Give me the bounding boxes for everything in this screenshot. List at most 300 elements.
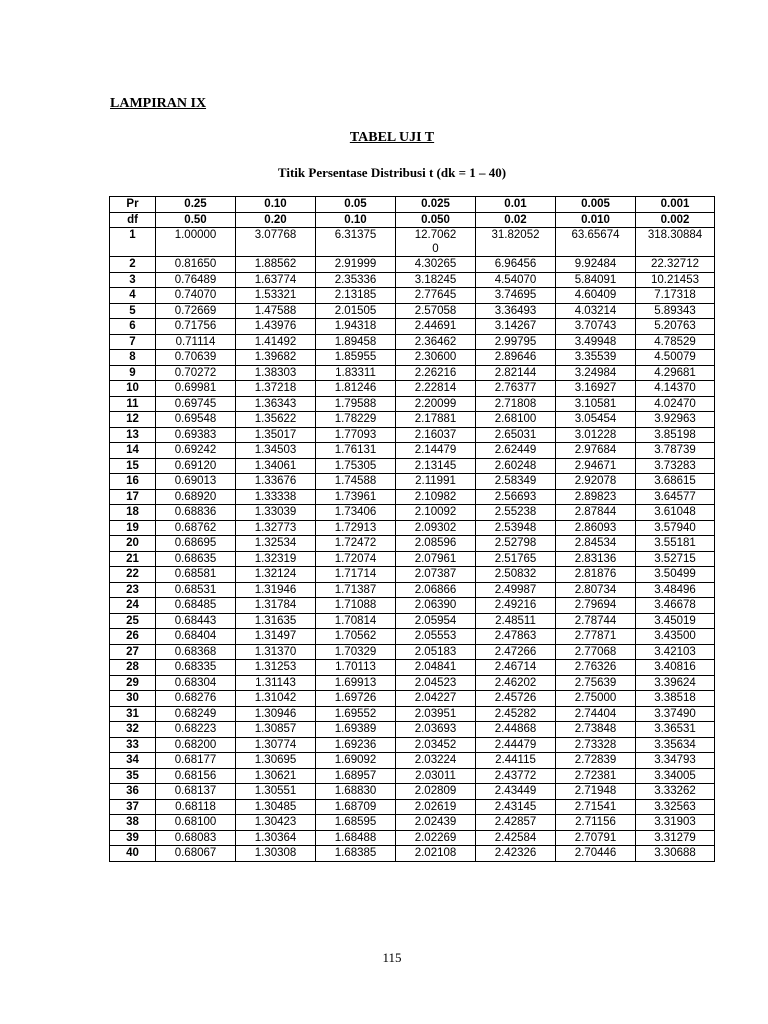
table-row <box>110 427 715 443</box>
value-cell: 3.05454 <box>556 412 636 428</box>
table-row <box>110 228 715 257</box>
table-row <box>110 675 715 691</box>
value-cell: 2.56693 <box>476 489 556 505</box>
value-cell: 3.43500 <box>636 629 715 645</box>
df-cell: 29 <box>110 675 156 691</box>
value-cell: 2.03693 <box>396 722 476 738</box>
value-cell: 3.34793 <box>636 753 715 769</box>
df-cell: 40 <box>110 846 156 862</box>
value-cell: 2.84534 <box>556 536 636 552</box>
header-row-two-tail <box>110 212 715 228</box>
value-cell: 2.80734 <box>556 582 636 598</box>
df-cell: 5 <box>110 303 156 319</box>
value-cell: 2.35336 <box>316 272 396 288</box>
value-cell: 2.77871 <box>556 629 636 645</box>
value-cell: 1.69389 <box>316 722 396 738</box>
value-cell: 2.51765 <box>476 551 556 567</box>
value-cell: 3.48496 <box>636 582 715 598</box>
value-cell: 2.68100 <box>476 412 556 428</box>
value-cell: 2.09302 <box>396 520 476 536</box>
value-cell: 0.68177 <box>156 753 236 769</box>
value-cell: 0.69242 <box>156 443 236 459</box>
value-cell: 0.68404 <box>156 629 236 645</box>
table-row <box>110 551 715 567</box>
table-row <box>110 334 715 350</box>
value-cell: 3.14267 <box>476 319 556 335</box>
value-cell: 1.72074 <box>316 551 396 567</box>
value-cell: 0.68443 <box>156 613 236 629</box>
table-row <box>110 722 715 738</box>
value-cell: 9.92484 <box>556 257 636 273</box>
df-cell: 10 <box>110 381 156 397</box>
value-cell: 1.68709 <box>316 799 396 815</box>
value-cell: 2.73328 <box>556 737 636 753</box>
value-cell: 2.50832 <box>476 567 556 583</box>
header-cell: 0.005 <box>556 197 636 213</box>
value-cell: 2.49216 <box>476 598 556 614</box>
value-cell: 1.71088 <box>316 598 396 614</box>
table-row <box>110 846 715 862</box>
value-cell: 3.38518 <box>636 691 715 707</box>
table-row <box>110 706 715 722</box>
value-cell: 3.68615 <box>636 474 715 490</box>
value-cell: 1.33676 <box>236 474 316 490</box>
value-cell: 1.35622 <box>236 412 316 428</box>
table-row <box>110 272 715 288</box>
value-cell: 0.70639 <box>156 350 236 366</box>
value-cell: 2.04523 <box>396 675 476 691</box>
value-cell: 4.54070 <box>476 272 556 288</box>
table-row <box>110 830 715 846</box>
df-cell: 16 <box>110 474 156 490</box>
value-cell: 2.49987 <box>476 582 556 598</box>
df-cell: 35 <box>110 768 156 784</box>
value-cell: 2.36462 <box>396 334 476 350</box>
value-cell: 3.31903 <box>636 815 715 831</box>
table-row <box>110 381 715 397</box>
value-cell: 0.68223 <box>156 722 236 738</box>
page-number: 115 <box>382 950 402 965</box>
value-cell: 2.99795 <box>476 334 556 350</box>
df-cell: 13 <box>110 427 156 443</box>
value-cell: 318.30884 <box>636 228 715 257</box>
value-cell: 1.31042 <box>236 691 316 707</box>
value-cell: 1.71714 <box>316 567 396 583</box>
value-cell: 2.17881 <box>396 412 476 428</box>
value-cell: 2.06866 <box>396 582 476 598</box>
value-cell: 0.68581 <box>156 567 236 583</box>
value-cell: 4.02470 <box>636 396 715 412</box>
header-row-one-tail <box>110 197 715 213</box>
value-cell: 3.92963 <box>636 412 715 428</box>
value-cell: 3.30688 <box>636 846 715 862</box>
value-cell: 0.71756 <box>156 319 236 335</box>
value-cell: 2.71808 <box>476 396 556 412</box>
df-cell: 23 <box>110 582 156 598</box>
value-cell: 0.68836 <box>156 505 236 521</box>
value-cell: 2.44868 <box>476 722 556 738</box>
value-cell: 2.71948 <box>556 784 636 800</box>
header-cell: 0.01 <box>476 197 556 213</box>
value-cell: 1.70562 <box>316 629 396 645</box>
value-cell: 1.43976 <box>236 319 316 335</box>
value-cell: 2.26216 <box>396 365 476 381</box>
header-cell: 0.10 <box>236 197 316 213</box>
value-cell: 2.94671 <box>556 458 636 474</box>
value-cell: 0.74070 <box>156 288 236 304</box>
value-cell: 2.58349 <box>476 474 556 490</box>
value-cell: 2.82144 <box>476 365 556 381</box>
df-cell: 34 <box>110 753 156 769</box>
df-cell: 38 <box>110 815 156 831</box>
value-cell: 1.30695 <box>236 753 316 769</box>
value-cell: 2.03011 <box>396 768 476 784</box>
value-cell: 3.36531 <box>636 722 715 738</box>
header-cell: 0.50 <box>156 212 236 228</box>
df-cell: 18 <box>110 505 156 521</box>
table-row <box>110 443 715 459</box>
value-cell: 2.06390 <box>396 598 476 614</box>
table-row <box>110 474 715 490</box>
value-cell: 0.69013 <box>156 474 236 490</box>
table-row <box>110 303 715 319</box>
appendix-heading: LAMPIRAN IX <box>110 96 207 111</box>
value-cell: 3.45019 <box>636 613 715 629</box>
value-cell: 1.33338 <box>236 489 316 505</box>
value-cell: 0.68067 <box>156 846 236 862</box>
value-cell: 2.42857 <box>476 815 556 831</box>
value-cell: 2.05553 <box>396 629 476 645</box>
value-cell: 1.32319 <box>236 551 316 567</box>
value-cell: 2.45726 <box>476 691 556 707</box>
value-cell: 1.78229 <box>316 412 396 428</box>
value-cell: 2.76326 <box>556 660 636 676</box>
df-cell: 39 <box>110 830 156 846</box>
value-cell: 3.52715 <box>636 551 715 567</box>
value-cell: 2.91999 <box>316 257 396 273</box>
value-cell: 1.31370 <box>236 644 316 660</box>
value-cell: 3.34005 <box>636 768 715 784</box>
value-cell: 0.68335 <box>156 660 236 676</box>
value-cell: 3.36493 <box>476 303 556 319</box>
value-cell: 3.35539 <box>556 350 636 366</box>
table-row <box>110 784 715 800</box>
value-cell: 1.76131 <box>316 443 396 459</box>
df-cell: 33 <box>110 737 156 753</box>
value-cell: 3.42103 <box>636 644 715 660</box>
table-row <box>110 412 715 428</box>
t-distribution-table <box>109 196 715 862</box>
header-cell: 0.002 <box>636 212 715 228</box>
value-cell: 2.86093 <box>556 520 636 536</box>
df-cell: 25 <box>110 613 156 629</box>
value-cell: 2.65031 <box>476 427 556 443</box>
value-cell: 1.68385 <box>316 846 396 862</box>
value-cell: 2.04227 <box>396 691 476 707</box>
value-cell: 1.41492 <box>236 334 316 350</box>
value-cell: 2.07961 <box>396 551 476 567</box>
value-cell: 1.39682 <box>236 350 316 366</box>
df-cell: 15 <box>110 458 156 474</box>
value-cell: 1.32773 <box>236 520 316 536</box>
value-cell: 2.13145 <box>396 458 476 474</box>
value-cell: 2.92078 <box>556 474 636 490</box>
value-cell: 0.68695 <box>156 536 236 552</box>
value-cell: 2.08596 <box>396 536 476 552</box>
value-cell: 1.72913 <box>316 520 396 536</box>
pr-label: Pr <box>110 197 156 213</box>
df-cell: 24 <box>110 598 156 614</box>
table-row <box>110 319 715 335</box>
value-cell: 2.72381 <box>556 768 636 784</box>
value-cell: 2.47863 <box>476 629 556 645</box>
value-cell: 2.81876 <box>556 567 636 583</box>
value-cell: 1.30946 <box>236 706 316 722</box>
df-cell: 30 <box>110 691 156 707</box>
df-cell: 37 <box>110 799 156 815</box>
df-cell: 4 <box>110 288 156 304</box>
value-cell: 3.40816 <box>636 660 715 676</box>
table-subtitle: Titik Persentase Distribusi t (dk = 1 – 40) <box>277 165 507 180</box>
value-cell: 5.84091 <box>556 272 636 288</box>
value-cell: 2.60248 <box>476 458 556 474</box>
value-cell: 2.73848 <box>556 722 636 738</box>
value-cell: 2.10982 <box>396 489 476 505</box>
value-cell: 1.30485 <box>236 799 316 815</box>
header-cell: 0.05 <box>316 197 396 213</box>
value-cell: 3.50499 <box>636 567 715 583</box>
value-cell: 1.70814 <box>316 613 396 629</box>
df-cell: 11 <box>110 396 156 412</box>
header-cell: 0.050 <box>396 212 476 228</box>
value-cell: 2.02269 <box>396 830 476 846</box>
table-row <box>110 257 715 273</box>
value-cell: 0.68531 <box>156 582 236 598</box>
value-cell: 1.63774 <box>236 272 316 288</box>
table-row <box>110 613 715 629</box>
value-cell: 1.79588 <box>316 396 396 412</box>
df-cell: 8 <box>110 350 156 366</box>
df-cell: 6 <box>110 319 156 335</box>
table-title: TABEL UJI T <box>349 130 435 145</box>
table-row <box>110 753 715 769</box>
value-cell: 2.20099 <box>396 396 476 412</box>
df-cell: 28 <box>110 660 156 676</box>
table-row <box>110 660 715 676</box>
table-row <box>110 815 715 831</box>
value-cell: 1.30774 <box>236 737 316 753</box>
df-cell: 21 <box>110 551 156 567</box>
value-cell: 1.71387 <box>316 582 396 598</box>
value-cell: 2.43449 <box>476 784 556 800</box>
value-cell: 2.45282 <box>476 706 556 722</box>
value-cell: 1.30621 <box>236 768 316 784</box>
df-cell: 14 <box>110 443 156 459</box>
value-cell: 10.21453 <box>636 272 715 288</box>
value-cell: 0.68083 <box>156 830 236 846</box>
value-cell: 3.07768 <box>236 228 316 257</box>
value-cell: 2.97684 <box>556 443 636 459</box>
df-cell: 17 <box>110 489 156 505</box>
value-cell: 1.77093 <box>316 427 396 443</box>
table-row <box>110 768 715 784</box>
value-cell: 0.68100 <box>156 815 236 831</box>
value-cell: 63.65674 <box>556 228 636 257</box>
value-cell: 2.89823 <box>556 489 636 505</box>
table-row <box>110 505 715 521</box>
value-cell: 1.70329 <box>316 644 396 660</box>
table-row <box>110 396 715 412</box>
header-cell: 0.025 <box>396 197 476 213</box>
value-cell: 1.68957 <box>316 768 396 784</box>
value-cell: 3.57940 <box>636 520 715 536</box>
header-cell: 0.25 <box>156 197 236 213</box>
value-cell: 2.13185 <box>316 288 396 304</box>
value-cell: 1.30364 <box>236 830 316 846</box>
value-cell: 3.61048 <box>636 505 715 521</box>
value-cell: 1.47588 <box>236 303 316 319</box>
value-cell: 12.7062 0 <box>396 228 476 257</box>
value-cell: 2.30600 <box>396 350 476 366</box>
value-cell: 2.57058 <box>396 303 476 319</box>
value-cell: 1.69236 <box>316 737 396 753</box>
header-cell: 0.10 <box>316 212 396 228</box>
value-cell: 1.32534 <box>236 536 316 552</box>
table-row <box>110 520 715 536</box>
value-cell: 2.16037 <box>396 427 476 443</box>
value-cell: 2.44479 <box>476 737 556 753</box>
value-cell: 2.42584 <box>476 830 556 846</box>
table-row <box>110 350 715 366</box>
value-cell: 4.60409 <box>556 288 636 304</box>
value-cell: 0.68635 <box>156 551 236 567</box>
value-cell: 3.32563 <box>636 799 715 815</box>
df-cell: 2 <box>110 257 156 273</box>
value-cell: 4.30265 <box>396 257 476 273</box>
value-cell: 3.49948 <box>556 334 636 350</box>
value-cell: 1.70113 <box>316 660 396 676</box>
value-cell: 5.20763 <box>636 319 715 335</box>
value-cell: 1.89458 <box>316 334 396 350</box>
value-cell: 3.10581 <box>556 396 636 412</box>
value-cell: 0.68304 <box>156 675 236 691</box>
table-row <box>110 737 715 753</box>
value-cell: 2.43772 <box>476 768 556 784</box>
value-cell: 3.55181 <box>636 536 715 552</box>
value-cell: 2.42326 <box>476 846 556 862</box>
value-cell: 1.85955 <box>316 350 396 366</box>
value-cell: 0.68200 <box>156 737 236 753</box>
value-cell: 3.31279 <box>636 830 715 846</box>
value-cell: 2.70446 <box>556 846 636 862</box>
value-cell: 2.71156 <box>556 815 636 831</box>
value-cell: 2.83136 <box>556 551 636 567</box>
table-body <box>110 228 715 862</box>
value-cell: 2.02619 <box>396 799 476 815</box>
value-cell: 1.68830 <box>316 784 396 800</box>
value-cell: 3.01228 <box>556 427 636 443</box>
table-row <box>110 489 715 505</box>
value-cell: 1.69913 <box>316 675 396 691</box>
value-cell: 2.77645 <box>396 288 476 304</box>
value-cell: 2.71541 <box>556 799 636 815</box>
value-cell: 3.18245 <box>396 272 476 288</box>
value-cell: 1.32124 <box>236 567 316 583</box>
value-cell: 0.68249 <box>156 706 236 722</box>
value-cell: 2.62449 <box>476 443 556 459</box>
df-cell: 22 <box>110 567 156 583</box>
header-cell: 0.02 <box>476 212 556 228</box>
value-cell: 2.79694 <box>556 598 636 614</box>
value-cell: 0.69383 <box>156 427 236 443</box>
header-cell: 0.001 <box>636 197 715 213</box>
df-cell: 26 <box>110 629 156 645</box>
table-row <box>110 582 715 598</box>
value-cell: 2.53948 <box>476 520 556 536</box>
value-cell: 2.05183 <box>396 644 476 660</box>
table-row <box>110 598 715 614</box>
df-cell: 1 <box>110 228 156 257</box>
df-cell: 19 <box>110 520 156 536</box>
value-cell: 2.46202 <box>476 675 556 691</box>
value-cell: 6.96456 <box>476 257 556 273</box>
value-cell: 2.75000 <box>556 691 636 707</box>
value-cell: 2.75639 <box>556 675 636 691</box>
value-cell: 2.43145 <box>476 799 556 815</box>
value-cell: 1.73406 <box>316 505 396 521</box>
df-cell: 7 <box>110 334 156 350</box>
value-cell: 0.68485 <box>156 598 236 614</box>
value-cell: 0.68920 <box>156 489 236 505</box>
value-cell: 2.44691 <box>396 319 476 335</box>
df-cell: 9 <box>110 365 156 381</box>
value-cell: 1.31143 <box>236 675 316 691</box>
value-cell: 2.03452 <box>396 737 476 753</box>
value-cell: 2.52798 <box>476 536 556 552</box>
value-cell: 1.34061 <box>236 458 316 474</box>
value-cell: 1.83311 <box>316 365 396 381</box>
value-cell: 0.69981 <box>156 381 236 397</box>
value-cell: 1.69726 <box>316 691 396 707</box>
value-cell: 3.37490 <box>636 706 715 722</box>
value-cell: 0.68118 <box>156 799 236 815</box>
df-cell: 27 <box>110 644 156 660</box>
value-cell: 0.69745 <box>156 396 236 412</box>
value-cell: 2.74404 <box>556 706 636 722</box>
value-cell: 1.72472 <box>316 536 396 552</box>
value-cell: 1.31635 <box>236 613 316 629</box>
value-cell: 2.46714 <box>476 660 556 676</box>
value-cell: 1.69552 <box>316 706 396 722</box>
value-cell: 1.31253 <box>236 660 316 676</box>
value-cell: 1.33039 <box>236 505 316 521</box>
value-cell: 4.50079 <box>636 350 715 366</box>
value-cell: 0.69548 <box>156 412 236 428</box>
table-row <box>110 691 715 707</box>
value-cell: 2.02439 <box>396 815 476 831</box>
value-cell: 3.64577 <box>636 489 715 505</box>
value-cell: 2.03951 <box>396 706 476 722</box>
value-cell: 2.72839 <box>556 753 636 769</box>
value-cell: 4.14370 <box>636 381 715 397</box>
value-cell: 31.82052 <box>476 228 556 257</box>
value-cell: 2.02809 <box>396 784 476 800</box>
value-cell: 4.03214 <box>556 303 636 319</box>
value-cell: 1.75305 <box>316 458 396 474</box>
value-cell: 1.74588 <box>316 474 396 490</box>
value-cell: 2.70791 <box>556 830 636 846</box>
df-cell: 20 <box>110 536 156 552</box>
